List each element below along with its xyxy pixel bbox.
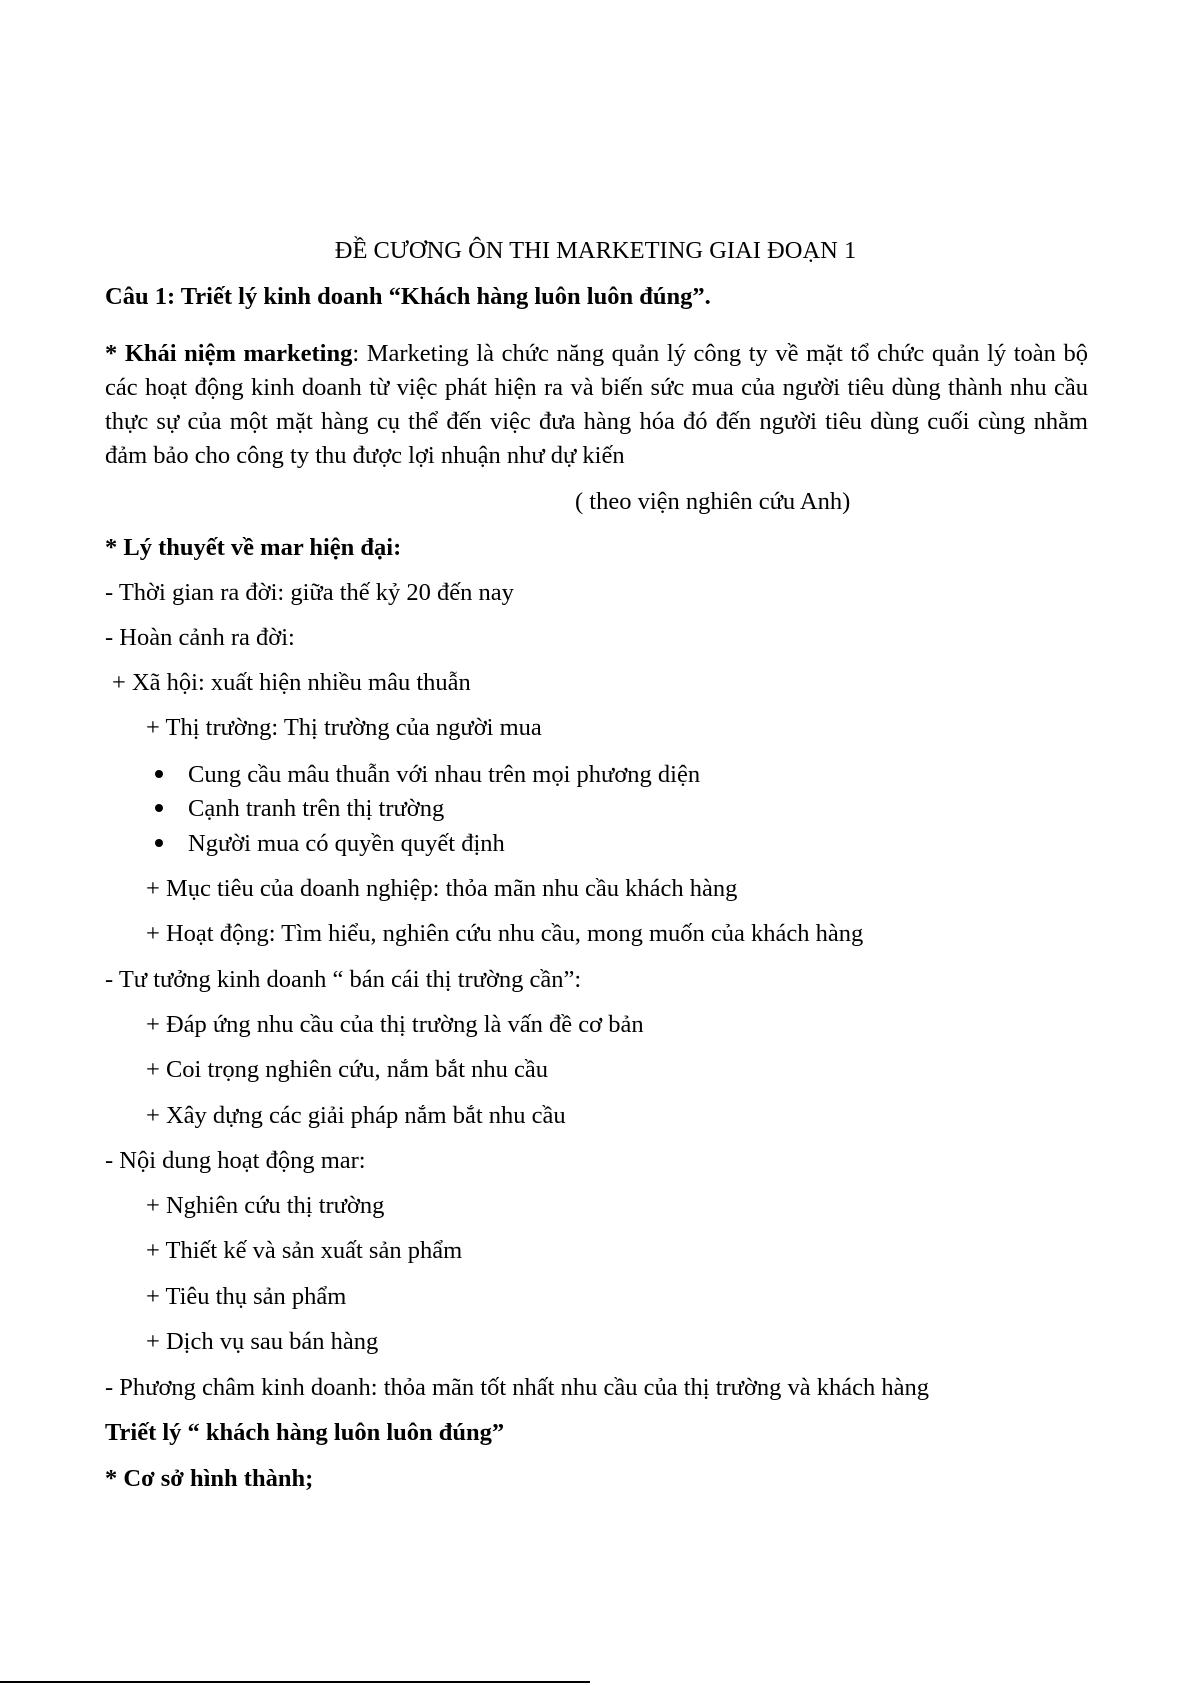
line-society: + Xã hội: xuất hiện nhiều mâu thuẫn	[112, 669, 471, 696]
line-market: + Thị trường: Thị trường của người mua	[146, 714, 542, 741]
line-solutions: + Xây dựng các giải pháp nắm bắt nhu cầu	[146, 1102, 566, 1129]
question-heading: Câu 1: Triết lý kinh doanh “Khách hàng luôn luôn đúng”.	[105, 283, 711, 310]
definition-source: ( theo viện nghiên cứu Anh)	[575, 488, 851, 515]
line-business-goal: + Mục tiêu của doanh nghiệp: thỏa mãn nhu cầu khách hàng	[146, 875, 738, 902]
bullet-buyer-decides: Người mua có quyền quyết định	[188, 830, 505, 857]
line-market-research: + Nghiên cứu thị trường	[146, 1192, 385, 1219]
bullet-icon	[155, 770, 163, 778]
line-business-thinking: - Tư tưởng kinh doanh “ bán cái thị trường cần”:	[105, 966, 582, 993]
bullet-icon	[155, 804, 163, 812]
section-modern-marketing: * Lý thuyết về mar hiện đại:	[105, 534, 402, 561]
line-design-production: + Thiết kế và sản xuất sản phẩm	[146, 1237, 463, 1264]
bullet-competition: Cạnh tranh trên thị trường	[188, 795, 445, 822]
marketing-definition	[105, 337, 1088, 473]
definition-term: * Khái niệm marketing	[105, 340, 353, 367]
line-context: - Hoàn cảnh ra đời:	[105, 624, 295, 651]
line-research: + Coi trọng nghiên cứu, nắm bắt nhu cầu	[146, 1056, 549, 1083]
line-activity: + Hoạt động: Tìm hiểu, nghiên cứu nhu cầu, mong muốn của khách hàng	[146, 920, 864, 947]
line-after-sales: + Dịch vụ sau bán hàng	[146, 1328, 379, 1355]
line-consumption: + Tiêu thụ sản phẩm	[146, 1283, 347, 1310]
line-content: - Nội dung hoạt động mar:	[105, 1147, 366, 1174]
philosophy-heading: Triết lý “ khách hàng luôn luôn đúng”	[105, 1419, 505, 1446]
line-business-motto: - Phương châm kinh doanh: thỏa mãn tốt nhất nhu cầu của thị trường và khách hàng	[105, 1374, 930, 1401]
line-birth-time: - Thời gian ra đời: giữa thế kỷ 20 đến nay	[105, 579, 514, 606]
footer-divider	[0, 1681, 590, 1683]
document-title: ĐỀ CƯƠNG ÔN THI MARKETING GIAI ĐOẠN 1	[334, 237, 857, 264]
line-meet-demand: + Đáp ứng nhu cầu của thị trường là vấn đề cơ bản	[146, 1011, 644, 1038]
bullet-icon	[155, 839, 163, 847]
bullet-supply-demand: Cung cầu mâu thuẫn với nhau trên mọi phương diện	[188, 761, 701, 788]
definition-text: : Marketing là chức năng quản lý công ty về mặt tổ chức quản lý toàn bộ các hoạt động kinh doanh từ việc phát hiện ra và biến sức mua của người tiêu dùng thành nhu cầu thực sự của một mặt hàng cụ thể đến việc đưa hàng hóa đó đến người tiêu dùng cuối cùng nhằm đảm bảo cho công ty thu được lợi nhuận như dự kiến	[105, 340, 1088, 469]
basis-heading: * Cơ sở hình thành;	[105, 1465, 314, 1492]
